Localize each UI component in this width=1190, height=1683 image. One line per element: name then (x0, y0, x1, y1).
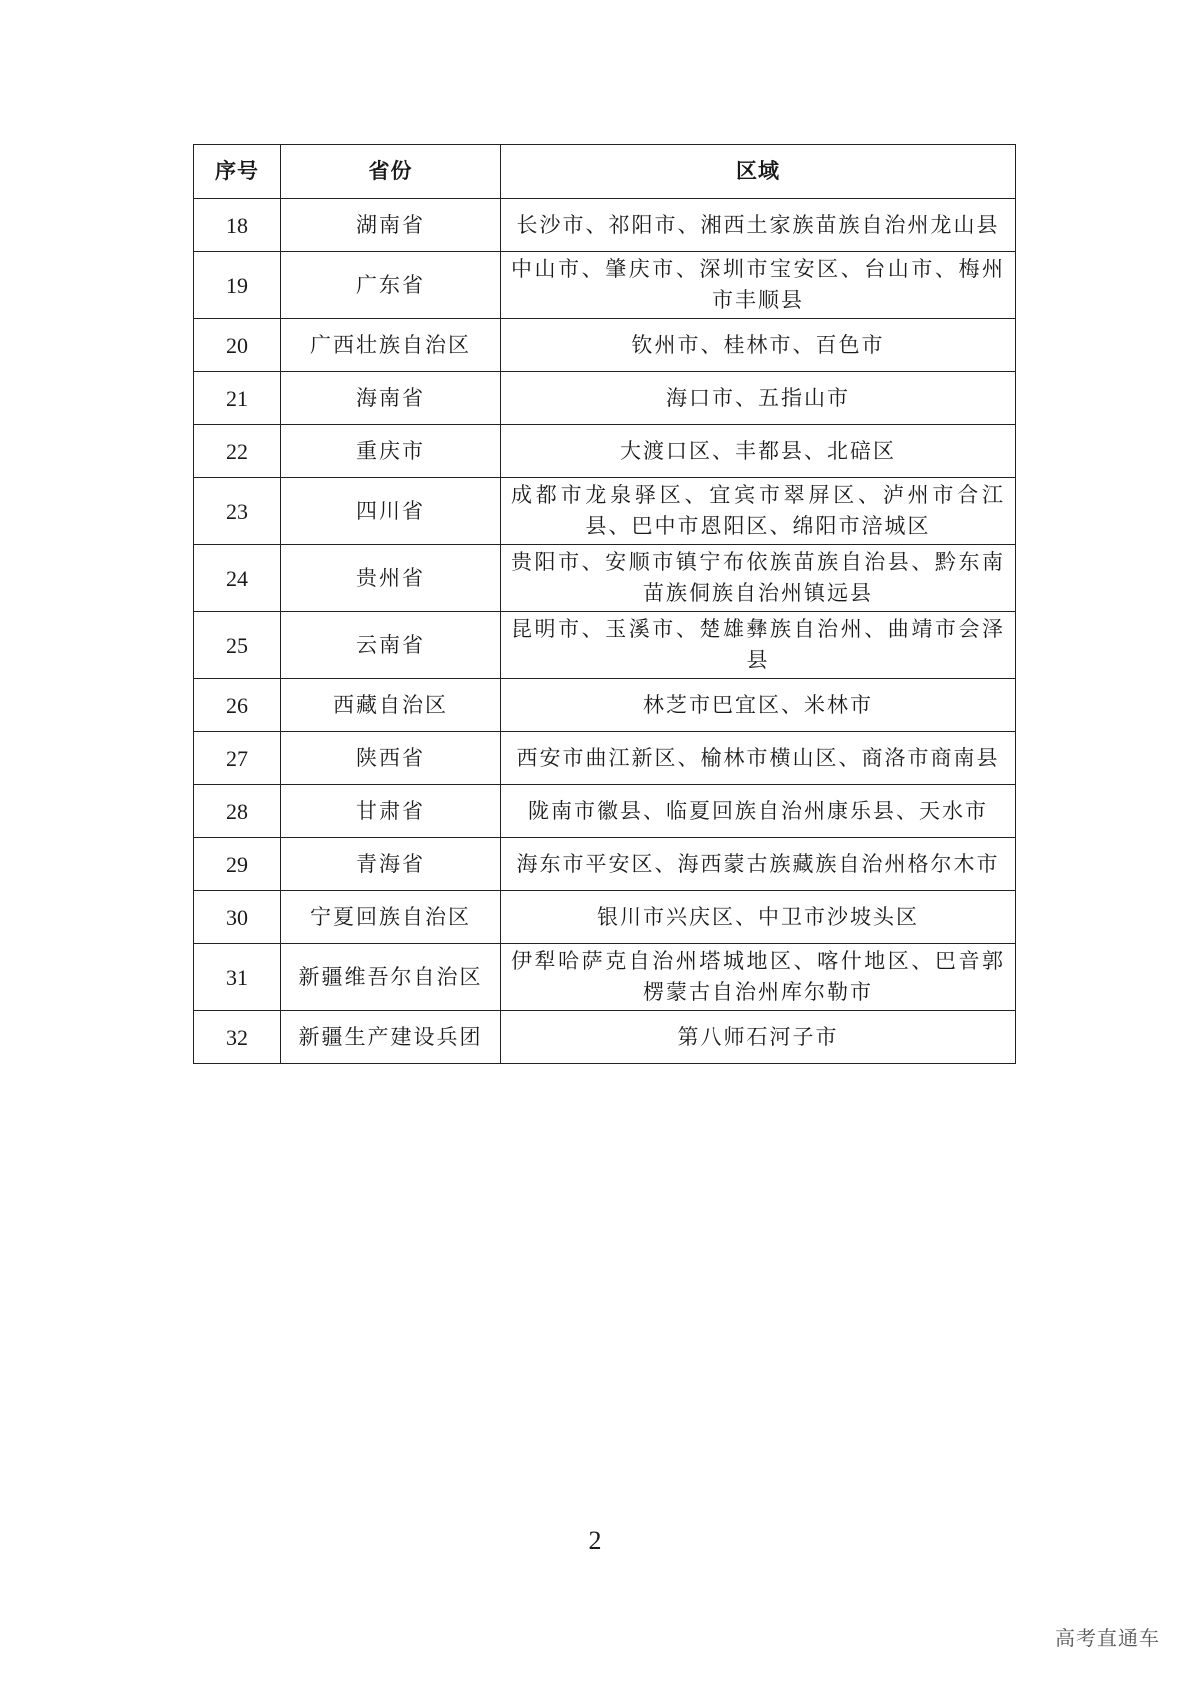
row-province: 海南省 (281, 372, 501, 425)
row-area: 第八师石河子市 (501, 1011, 1016, 1064)
row-index: 27 (194, 732, 281, 785)
row-area: 中山市、肇庆市、深圳市宝安区、台山市、梅州市丰顺县 (501, 252, 1016, 319)
table-row (194, 785, 1016, 838)
row-index: 21 (194, 372, 281, 425)
row-index: 28 (194, 785, 281, 838)
row-index: 22 (194, 425, 281, 478)
table-row (194, 732, 1016, 785)
watermark-text: 高考直通车 (1055, 1626, 1160, 1650)
table-row (194, 1011, 1016, 1064)
table-row (194, 944, 1016, 1011)
row-index: 19 (194, 252, 281, 319)
row-index: 30 (194, 891, 281, 944)
table-row (194, 425, 1016, 478)
row-area: 西安市曲江新区、榆林市横山区、商洛市商南县 (501, 732, 1016, 785)
row-province: 广西壮族自治区 (281, 319, 501, 372)
row-area: 林芝市巴宜区、米林市 (501, 679, 1016, 732)
row-area: 昆明市、玉溪市、楚雄彝族自治州、曲靖市会泽县 (501, 612, 1016, 679)
row-province: 四川省 (281, 478, 501, 545)
row-province: 新疆生产建设兵团 (281, 1011, 501, 1064)
row-province: 贵州省 (281, 545, 501, 612)
regions-table (193, 144, 1016, 1064)
table-row (194, 199, 1016, 252)
row-index: 25 (194, 612, 281, 679)
row-index: 29 (194, 838, 281, 891)
row-index: 20 (194, 319, 281, 372)
row-area: 陇南市徽县、临夏回族自治州康乐县、天水市 (501, 785, 1016, 838)
table-row (194, 252, 1016, 319)
table-body (194, 199, 1016, 1064)
row-area: 银川市兴庆区、中卫市沙坡头区 (501, 891, 1016, 944)
table-row (194, 372, 1016, 425)
header-province: 省份 (281, 145, 501, 199)
header-area: 区域 (501, 145, 1016, 199)
row-area: 伊犁哈萨克自治州塔城地区、喀什地区、巴音郭楞蒙古自治州库尔勒市 (501, 944, 1016, 1011)
row-province: 宁夏回族自治区 (281, 891, 501, 944)
row-index: 24 (194, 545, 281, 612)
row-area: 海东市平安区、海西蒙古族藏族自治州格尔木市 (501, 838, 1016, 891)
row-area: 大渡口区、丰都县、北碚区 (501, 425, 1016, 478)
row-index: 26 (194, 679, 281, 732)
row-province: 西藏自治区 (281, 679, 501, 732)
row-index: 31 (194, 944, 281, 1011)
row-area: 长沙市、祁阳市、湘西土家族苗族自治州龙山县 (501, 199, 1016, 252)
row-index: 18 (194, 199, 281, 252)
table-row (194, 838, 1016, 891)
row-province: 湖南省 (281, 199, 501, 252)
row-index: 32 (194, 1011, 281, 1064)
row-province: 云南省 (281, 612, 501, 679)
row-index: 23 (194, 478, 281, 545)
row-province: 新疆维吾尔自治区 (281, 944, 501, 1011)
row-province: 广东省 (281, 252, 501, 319)
row-province: 重庆市 (281, 425, 501, 478)
row-area: 海口市、五指山市 (501, 372, 1016, 425)
row-province: 青海省 (281, 838, 501, 891)
table-row (194, 545, 1016, 612)
row-province: 甘肃省 (281, 785, 501, 838)
row-province: 陕西省 (281, 732, 501, 785)
table-row (194, 679, 1016, 732)
header-index: 序号 (194, 145, 281, 199)
table-header-row (194, 145, 1016, 199)
table-row (194, 319, 1016, 372)
row-area: 贵阳市、安顺市镇宁布依族苗族自治县、黔东南苗族侗族自治州镇远县 (501, 545, 1016, 612)
page-number: 2 (588, 1526, 602, 1555)
row-area: 成都市龙泉驿区、宜宾市翠屏区、泸州市合江县、巴中市恩阳区、绵阳市涪城区 (501, 478, 1016, 545)
table-row (194, 478, 1016, 545)
table-row (194, 891, 1016, 944)
table-row (194, 612, 1016, 679)
row-area: 钦州市、桂林市、百色市 (501, 319, 1016, 372)
